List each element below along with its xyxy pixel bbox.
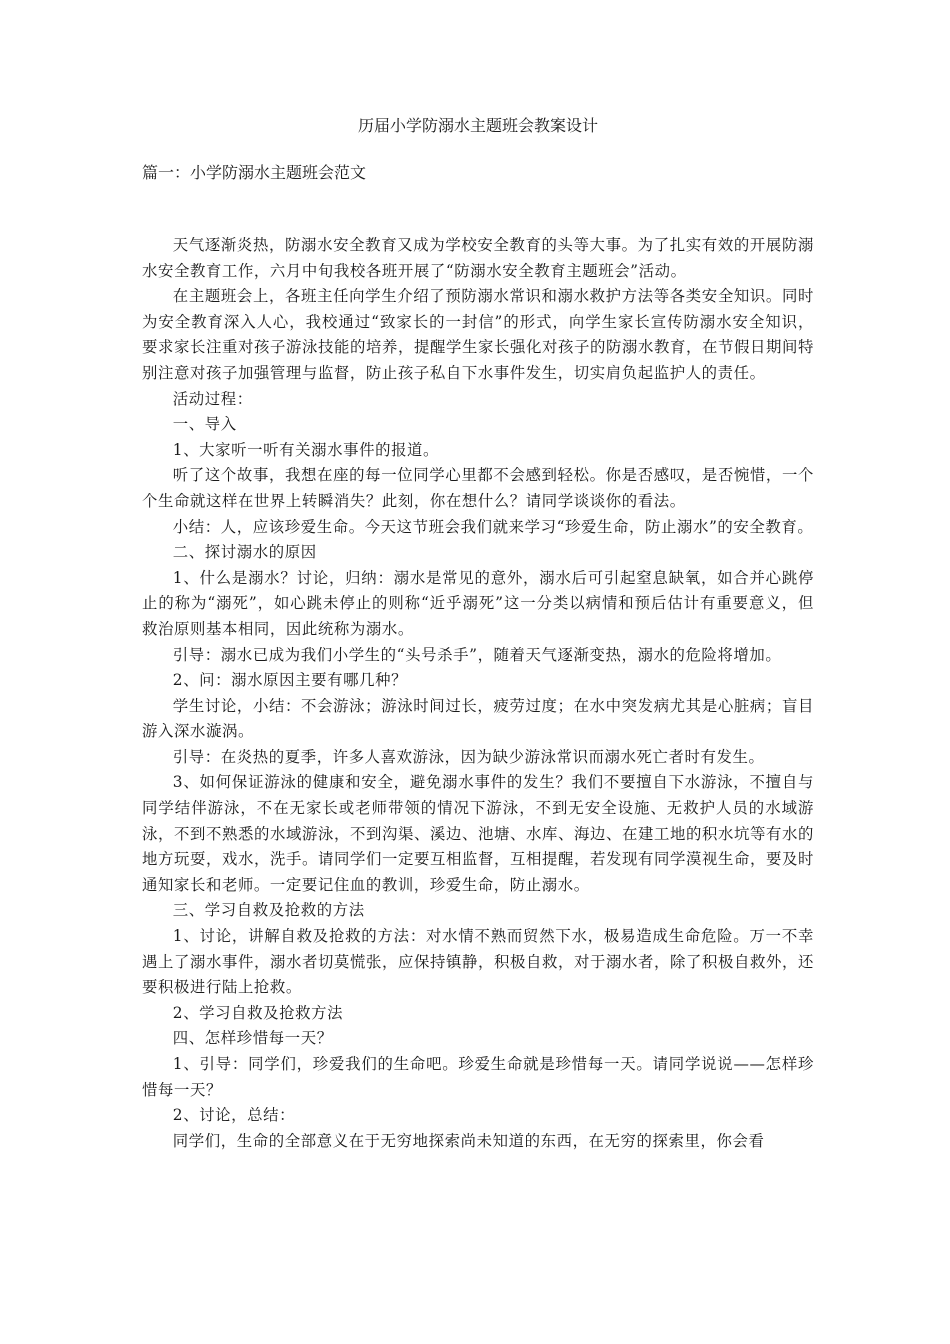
paragraph: 学生讨论，小结：不会游泳；游泳时间过长，疲劳过度；在水中突发病尤其是心脏病；盲目游入深水漩涡。 (142, 696, 814, 741)
paragraph: 小结：人，应该珍爱生命。今天这节班会我们就来学习“珍爱生命，防止溺水”的安全教育。 (172, 517, 814, 536)
paragraph: 天气逐渐炎热，防溺水安全教育又成为学校安全教育的头等大事。为了扎实有效的开展防溺水安全教育工作，六月中旬我校各班开展了“防溺水安全教育主题班会”活动。 (142, 236, 814, 280)
document-subtitle: 篇一：小学防溺水主题班会范文 (142, 163, 367, 182)
paragraph: 同学们，生命的全部意义在于无穷地探索尚未知道的东西，在无穷的探索里，你会看 (172, 1131, 765, 1150)
paragraph: 2、问：溺水原因主要有哪几种？ (172, 671, 408, 690)
document-title: 历届小学防溺水主题班会教案设计 (357, 116, 598, 135)
paragraph: 在主题班会上，各班主任向学生介绍了预防溺水常识和溺水救护方法等各类安全知识。同时为安全教育深入人心，我校通过“致家长的一封信”的形式，向学生家长宣传防溺水安全知识，要求家长注重对孩子游泳技能的培养，提醒学生家长强化对孩子的防溺水教育，在节假日期间特别注意对孩子加强管理与监督，防止孩子私自下水事件发生，切实肩负起监护人的责任。 (142, 287, 814, 382)
paragraph: 引导：溺水已成为我们小学生的“头号杀手”，随着天气逐渐变热，溺水的危险将增加。 (172, 645, 782, 664)
paragraph: 3、如何保证游泳的健康和安全，避免溺水事件的发生？我们不要擅自下水游泳，不擅自与同学结伴游泳，不在无家长或老师带领的情况下游泳，不到无安全设施、无救护人员的水域游泳，不到不熟悉的水域游泳，不到沟渠、溪边、池塘、水库、海边、在建工地的积水坑等有水的地方玩耍，戏水，洗手。请同学们一定要互相监督，互相提醒，若发现有同学漠视生命，要及时通知家长和老师。一定要记住血的教训，珍爱生命，防止溺水。 (142, 773, 814, 894)
document-body (142, 233, 814, 1154)
paragraph: 1、引导：同学们，珍爱我们的生命吧。珍爱生命就是珍惜每一天。请同学说说——怎样珍惜每一天？ (142, 1055, 814, 1099)
paragraph: 1、大家听一听有关溺水事件的报道。 (172, 440, 440, 459)
paragraph: 活动过程： (172, 389, 253, 408)
section-heading: 三、学习自救及抢救的方法 (172, 901, 365, 920)
paragraph: 1、讨论，讲解自救及抢救的方法：对水情不熟而贸然下水，极易造成生命危险。万一不幸遇上了溺水事件，溺水者切莫慌张，应保持镇静，积极自救，对于溺水者，除了积极自救外，还要积极进行陆上抢救。 (142, 927, 814, 997)
section-heading: 一、导入 (172, 415, 237, 434)
paragraph: 2、学习自救及抢救方法 (172, 1003, 344, 1022)
paragraph: 听了这个故事，我想在座的每一位同学心里都不会感到轻松。你是否感叹，是否惋惜，一个个生命就这样在世界上转瞬消失？此刻，你在想什么？请同学谈谈你的看法。 (142, 466, 814, 510)
paragraph: 2、讨论，总结： (172, 1106, 296, 1125)
paragraph: 引导：在炎热的夏季，许多人喜欢游泳，因为缺少游泳常识而溺水死亡者时有发生。 (172, 747, 765, 766)
paragraph: 1、什么是溺水？讨论，归纳：溺水是常见的意外，溺水后可引起窒息缺氧，如合并心跳停止的称为“溺死”，如心跳未停止的则称“近乎溺死”这一分类以病情和预后估计有重要意义，但救治原则基本相同，因此统称为溺水。 (142, 568, 814, 638)
section-heading: 二、探讨溺水的原因 (172, 543, 317, 562)
section-heading: 四、怎样珍惜每一天？ (172, 1029, 333, 1048)
